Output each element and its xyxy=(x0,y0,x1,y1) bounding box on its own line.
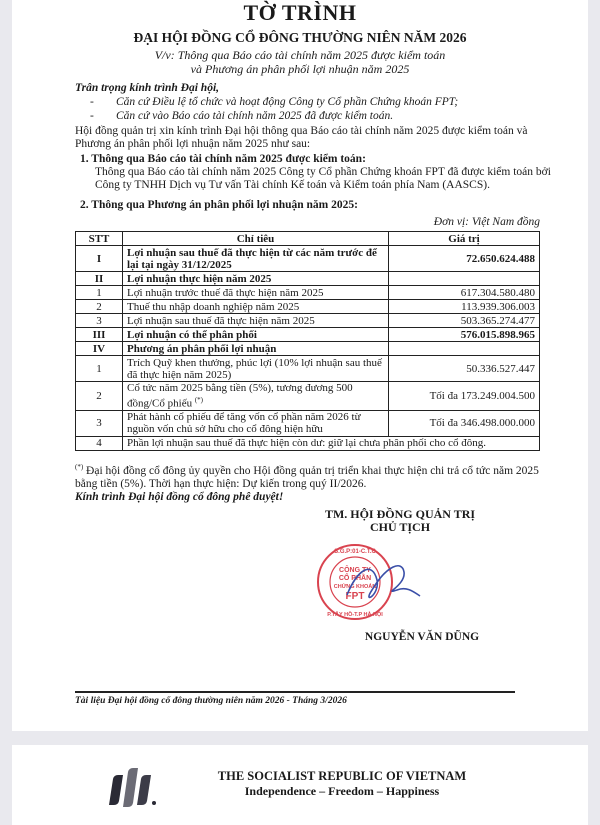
regarding-line-2: và Phương án phân phối lợi nhuận năm 2025 xyxy=(190,62,410,76)
footer-divider xyxy=(75,691,515,693)
regarding-line-1: V/v: Thông qua Báo cáo tài chính năm 2025 được kiểm toán xyxy=(154,48,446,62)
table-row: II Lợi nhuận thực hiện năm 2025 xyxy=(76,272,540,286)
section-1-body: Thông qua Báo cáo tài chính năm 2025 Công ty Cổ phần Chứng khoán FPT đã được kiểm toán bởi Công ty TNHH Dịch vụ Tư vấn Tài chính Kế toán và Kiểm toán phía Nam (AASCS). xyxy=(95,166,551,191)
table-row: 1 Lợi nhuận trước thuế đã thực hiện năm 2025 617.304.580.480 xyxy=(76,286,540,300)
table-row: I Lợi nhuận sau thuế đã thực hiện từ các năm trước để lại tại ngày 31/12/2025 72.650.624.488 xyxy=(76,246,540,272)
intro-paragraph: Hội đồng quản trị xin kính trình Đại hội thông qua Báo cáo tài chính năm 2025 được kiểm toán và Phương án phân phối lợi nhuận năm 2025 như sau: xyxy=(75,125,528,150)
bullet-dash: - xyxy=(90,96,94,108)
currency-unit: Đơn vị: Việt Nam đồng xyxy=(433,216,540,228)
svg-text:S.G.P:01-C.T.C: S.G.P:01-C.T.C xyxy=(334,549,376,555)
footnote-marker: (*) xyxy=(194,396,204,404)
handwritten-signature-icon xyxy=(342,550,422,610)
header-item: Chỉ tiêu xyxy=(123,232,389,246)
signature-block-title: TM. HỘI ĐỒNG QUẢN TRỊ CHỦ TỊCH xyxy=(324,507,476,534)
fpt-logo-icon xyxy=(99,767,159,807)
document-page-1: TỜ TRÌNH ĐẠI HỘI ĐỒNG CỔ ĐÔNG THƯỜNG NIÊN NĂM 2026 V/v: Thông qua Báo cáo tài chính năm 2025 được kiểm toán và Phương án phân phối lợi nhuận năm 2025 Trân trọng kính trình Đại hội, - Căn cứ Điều lệ tổ chức và hoạt động Công ty Cổ phần Chứng khoán FPT; - Căn cứ vào Báo cáo tài chính năm 2025 đã được kiểm toán. Hội đồng quản trị xin kính trình Đại hội thông qua Báo cáo tài chính năm 2025 được kiểm toán và Phương án phân phối lợi nhuận năm 2025 như sau: 1. Thông qua Báo cáo tài chính năm 2025 được kiểm toán: Thông qua Báo cáo tài chính năm 2025 Công ty Cổ phần Chứng khoán FPT đã được kiểm toán bởi Công ty TNHH Dịch vụ Tư vấn Tài chính Kế toán và Kiểm toán phía Nam (AASCS). 2. Thông qua Phương án phân phối lợi nhuận năm 2025: Đơn vị: Việt Nam đồng STT Chỉ tiêu Giá trị I Lợi nhuận sau thuế đã thực hiện từ các năm trước để lại tại ngày 31/12/2025 72.650.624.488 II Lợi nhuận thực hiện năm 2025 1 Lợi nhuận trước thuế đã thực hiện năm 2025 617.304.580.480 2 Thuế thu nhập doanh nghiệp năm 2025 113.939.306.003 3 Lợi nhuận sau thuế đã thực hiện năm 2025 503.365.274.477 III Lợi nhuận có thể phân phối 576.015.898.965 IV Phương án phân phối lợi nhuận 1 Trích Quỹ khen thưởng, phúc lợi (10% lợi nhuận sau thuế đã thực hiện năm 2025) 50.336.527.447 2 Cổ tức năm 2025 bằng tiền (5%), tương đương 500 đồng/Cổ phiếu (*) Tối đa 173.249.004.500 3 Phát hành cổ phiếu để tăng vốn cổ phần năm 2026 từ nguồn vốn chủ sở hữu cho cổ đông hiện hữu Tối đa 346.498.000.000 4 Phần lợi nhuận sau thuế đã thực hiện còn dư: giữ lại chưa phân phối cho cổ đông. (*) Đại hội đồng cổ đông ủy quyền cho Hội đồng quản trị triển khai thực hiện chi trả cổ tức năm 2025 bằng tiền (5%). Thời hạn thực hiện: Dự kiến trong quý II/2026. Kính trình Đại hội đồng cổ đông phê duyệt! TM. HỘI ĐỒNG QUẢN TRỊ CHỦ TỊCH CÔNG TY CỔ PHẦN CHỨNG KHOÁN FPT S.G.P:01-C.T.C P.TÂY HỒ-T.P HÀ NỘI NGUYỄN VĂN DŨNG Tài liệu Đại hội đồng cổ đông thường niên năm 2026 - Tháng 3/2026 xyxy=(12,0,588,731)
doc-subtitle: ĐẠI HỘI ĐỒNG CỔ ĐÔNG THƯỜNG NIÊN NĂM 2026 xyxy=(133,30,467,45)
closing-line: Kính trình Đại hội đồng cổ đông phê duyệt! xyxy=(75,491,284,503)
section-1-heading: 1. Thông qua Báo cáo tài chính năm 2025 được kiểm toán: xyxy=(80,153,366,165)
greeting: Trân trọng kính trình Đại hội, xyxy=(75,82,220,94)
doc-regarding xyxy=(12,48,588,76)
bullet-dash: - xyxy=(90,110,94,122)
table-header xyxy=(76,232,540,246)
svg-text:CỔ PHẦN: CỔ PHẦN xyxy=(338,575,372,582)
svg-text:FPT: FPT xyxy=(345,591,365,602)
doc-title: TỜ TRÌNH xyxy=(243,0,357,25)
table-row: IV Phương án phân phối lợi nhuận xyxy=(76,342,540,356)
signer-name: NGUYỄN VĂN DŨNG xyxy=(364,631,480,643)
national-motto: Independence – Freedom – Happiness xyxy=(244,784,440,798)
svg-text:CHỨNG KHOÁN: CHỨNG KHOÁN xyxy=(333,584,377,590)
table-row: 1 Trích Quỹ khen thưởng, phúc lợi (10% lợi nhuận sau thuế đã thực hiện năm 2025) 50.336.527.447 xyxy=(76,356,540,382)
header-value: Giá trị xyxy=(389,232,540,246)
table-row: 2 Thuế thu nhập doanh nghiệp năm 2025 113.939.306.003 xyxy=(76,300,540,314)
table-row: 4 Phần lợi nhuận sau thuế đã thực hiện còn dư: giữ lại chưa phân phối cho cổ đông. xyxy=(76,436,540,450)
svg-text:P.TÂY HỒ-T.P HÀ NỘI: P.TÂY HỒ-T.P HÀ NỘI xyxy=(327,612,383,618)
table-row: 3 Lợi nhuận sau thuế đã thực hiện năm 2025 503.365.274.477 xyxy=(76,314,540,328)
table-row: 3 Phát hành cổ phiếu để tăng vốn cổ phần năm 2026 từ nguồn vốn chủ sở hữu cho cổ đông hiện hữu Tối đa 346.498.000.000 xyxy=(76,410,540,436)
header-stt: STT xyxy=(76,232,123,246)
republic-heading: THE SOCIALIST REPUBLIC OF VIETNAM xyxy=(217,769,467,783)
svg-text:CÔNG TY: CÔNG TY xyxy=(339,567,371,574)
table-row: III Lợi nhuận có thể phân phối 576.015.898.965 xyxy=(76,328,540,342)
footnote: (*) Đại hội đồng cổ đông ủy quyền cho Hội đồng quản trị triển khai thực hiện chi trả cổ tức năm 2025 bằng tiền (5%). Thời hạn thực hiện: Dự kiến trong quý II/2026. xyxy=(75,463,539,490)
section-2-heading: 2. Thông qua Phương án phân phối lợi nhuận năm 2025: xyxy=(80,199,358,211)
table-row: 2 Cổ tức năm 2025 bằng tiền (5%), tương đương 500 đồng/Cổ phiếu (*) Tối đa 173.249.004.500 xyxy=(76,382,540,411)
page-footer: Tài liệu Đại hội đồng cổ đông thường niên năm 2026 - Tháng 3/2026 xyxy=(75,696,347,706)
profit-distribution-table xyxy=(75,231,540,451)
document-page-2 xyxy=(12,745,588,825)
